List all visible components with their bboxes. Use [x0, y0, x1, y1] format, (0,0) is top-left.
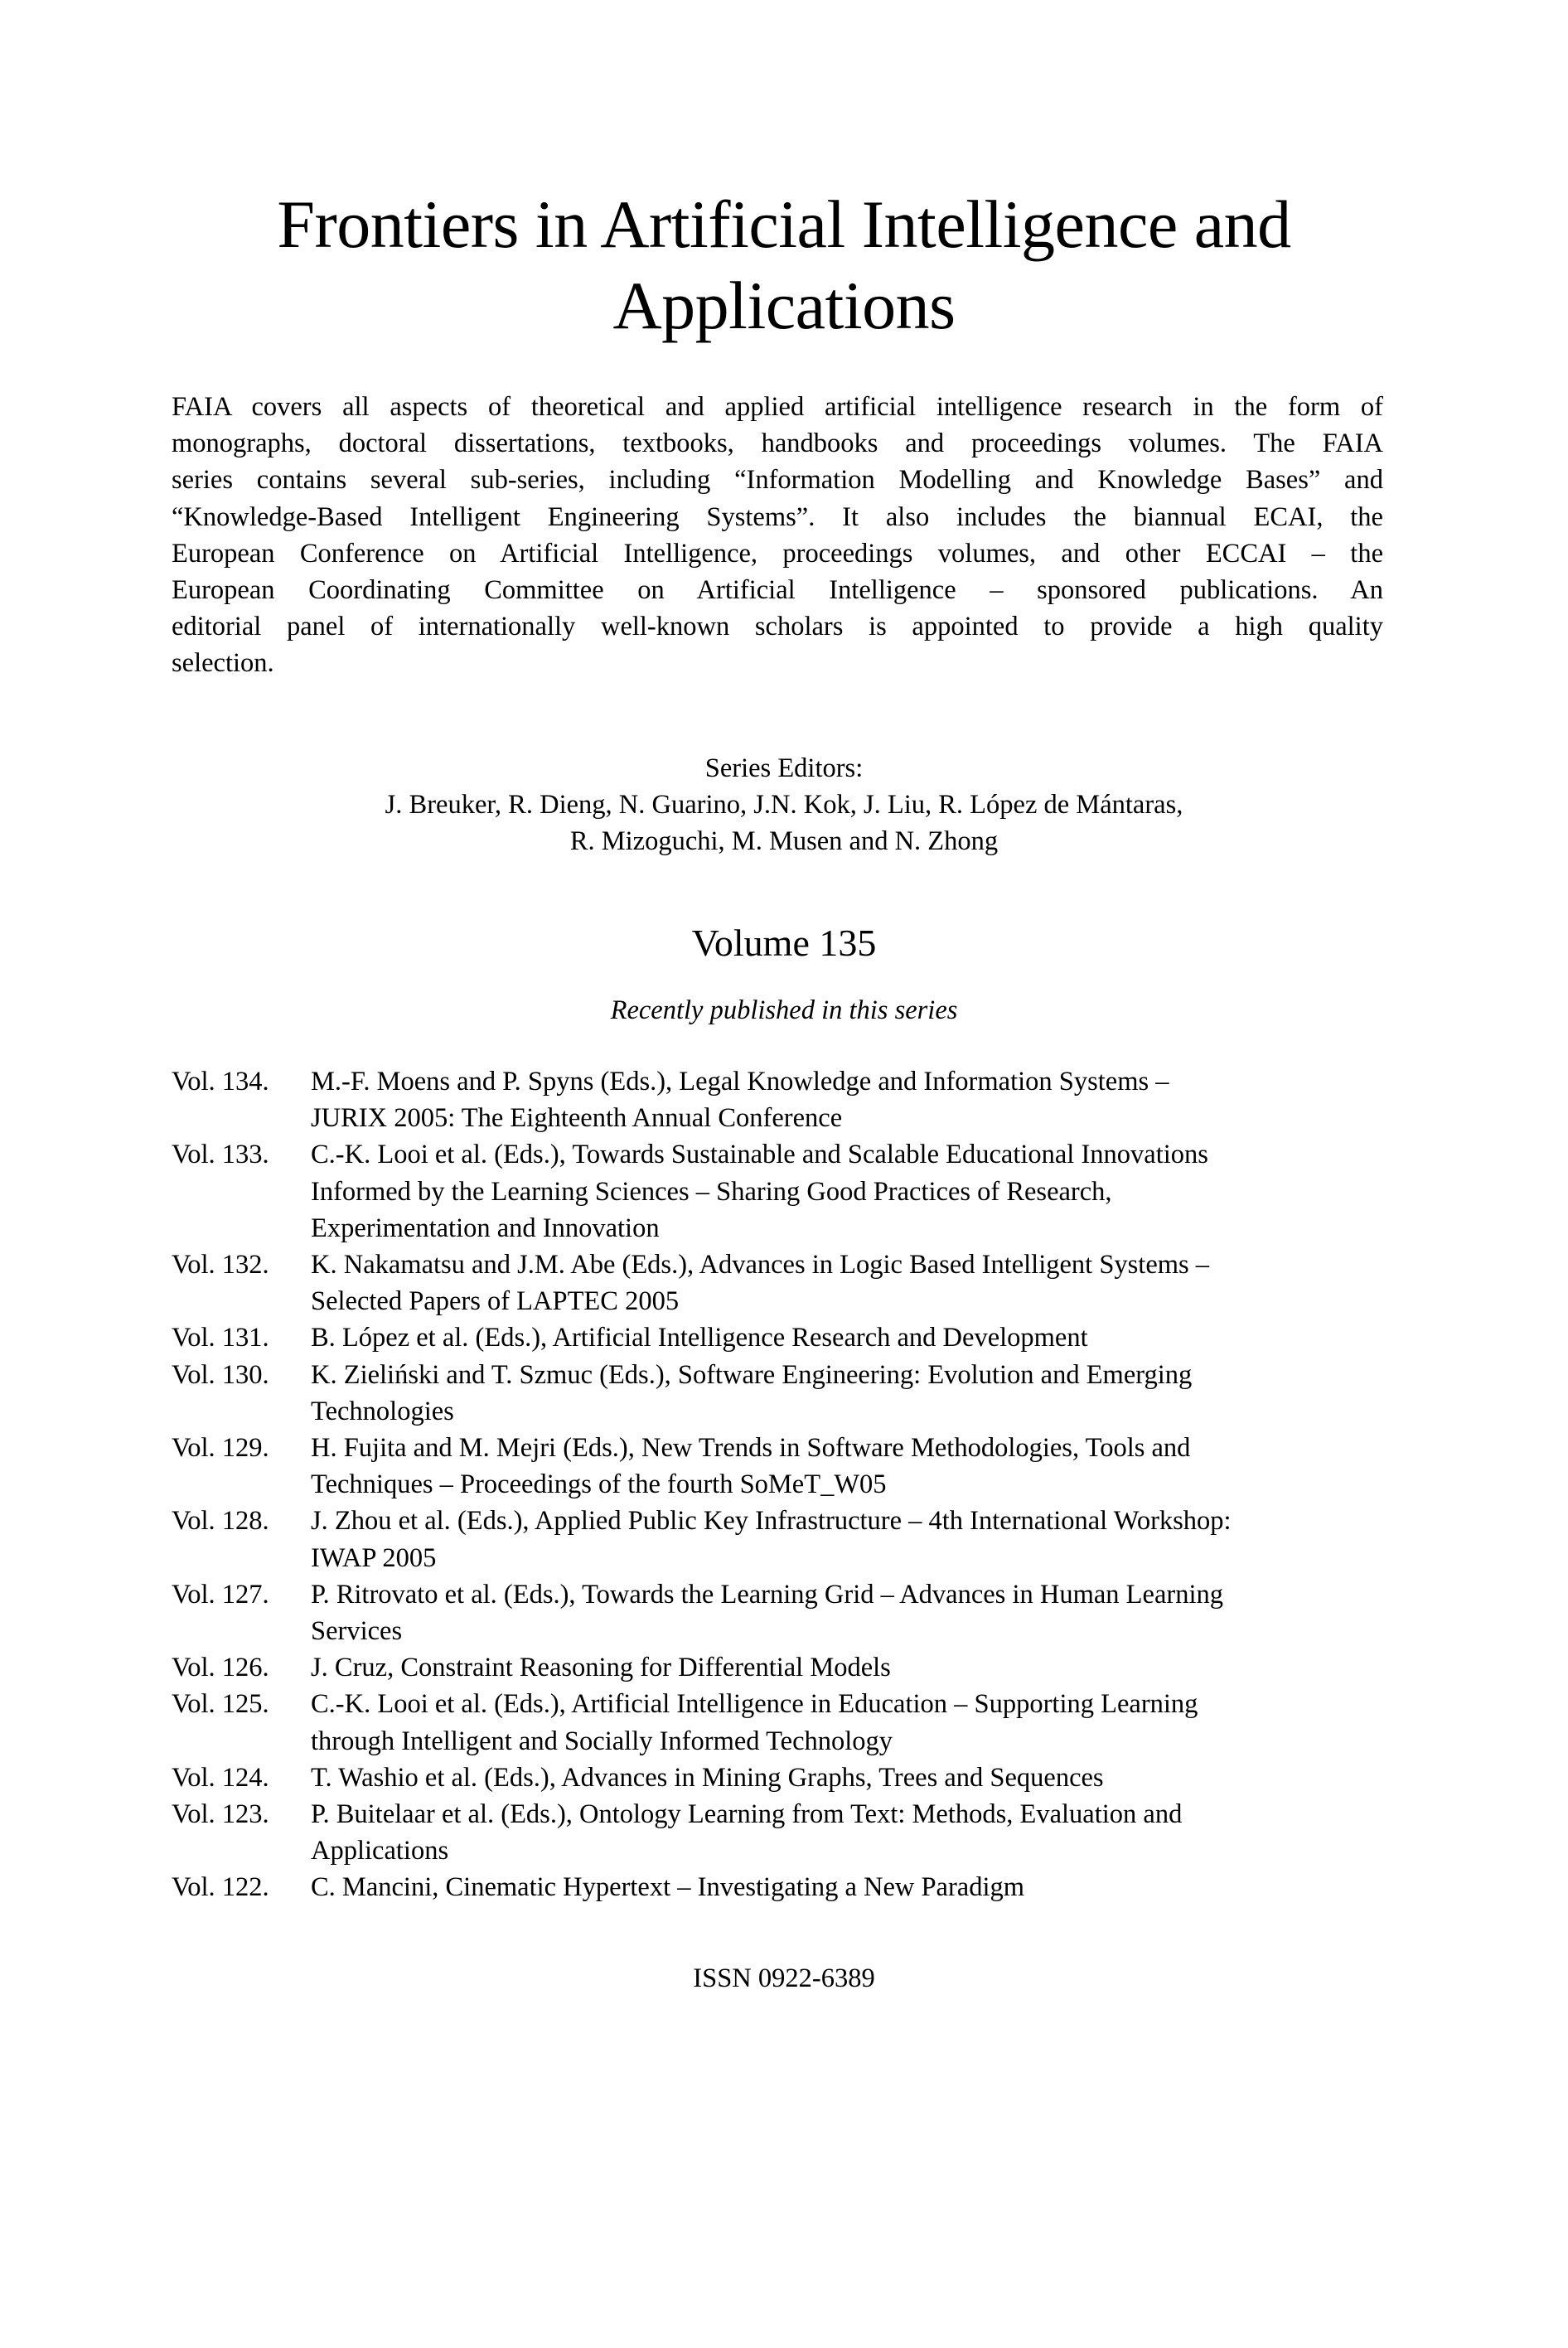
- description-line: selection.: [172, 648, 274, 679]
- volume-list-number: Vol. 128.: [172, 1506, 269, 1537]
- volume-list-entry-line: Selected Papers of LAPTEC 2005: [311, 1286, 680, 1317]
- volume-list-number: Vol. 125.: [172, 1689, 269, 1720]
- volume-list-entry-line: Techniques – Proceedings of the fourth SoMeT_W05: [311, 1469, 887, 1500]
- description-line: European Coordinating Committee on Artificial Intelligence – sponsored publications. An: [172, 575, 1383, 606]
- description-line: European Conference on Artificial Intelligence, proceedings volumes, and other ECCAI – the: [172, 538, 1383, 569]
- volume-list-entry-line: through Intelligent and Socially Informed Technology: [311, 1726, 893, 1756]
- description-line: editorial panel of internationally well-known scholars is appointed to provide a high quality: [172, 612, 1383, 642]
- volume-list-entry-line: C.-K. Looi et al. (Eds.), Artificial Intelligence in Education – Supporting Learning: [311, 1689, 1198, 1720]
- volume-list-entry-line: H. Fujita and M. Mejri (Eds.), New Trends in Software Methodologies, Tools and: [311, 1433, 1191, 1464]
- series-editors-heading: Series Editors:: [704, 753, 864, 783]
- volume-list-item: [172, 1869, 1415, 1905]
- volume-list-number: Vol. 123.: [172, 1799, 269, 1830]
- volume-list-number: Vol. 127.: [172, 1579, 269, 1610]
- volume-list-item: [172, 1649, 1415, 1686]
- description-line: “Knowledge-Based Intelligent Engineering Systems”. It also includes the biannual ECAI, the: [172, 501, 1383, 532]
- description-line: FAIA covers all aspects of theoretical and applied artificial intelligence research in the form of: [172, 392, 1383, 422]
- volume-list-entry-line: Informed by the Learning Sciences – Sharing Good Practices of Research,: [311, 1176, 1112, 1207]
- volume-list-entry: [311, 1760, 1415, 1796]
- volume-list-entry-line: Applications: [311, 1836, 449, 1866]
- volume-list-item: [172, 1686, 1415, 1759]
- volume-list-entry: [311, 1686, 1415, 1759]
- volume-list-item: [172, 1357, 1415, 1430]
- series-title: [0, 184, 1568, 346]
- volume-list-entry-line: Services: [311, 1616, 403, 1647]
- recently-published-heading: Recently published in this series: [610, 995, 958, 1025]
- description-line: series contains several sub-series, including “Information Modelling and Knowledge Bases” and: [172, 465, 1383, 496]
- volume-list-entry-line: K. Nakamatsu and J.M. Abe (Eds.), Advances in Logic Based Intelligent Systems –: [311, 1250, 1210, 1281]
- volume-list-number: Vol. 129.: [172, 1433, 269, 1464]
- volume-number: Volume 135: [691, 922, 877, 964]
- volume-list-entry-line: J. Zhou et al. (Eds.), Applied Public Key Infrastructure – 4th International Workshop:: [311, 1506, 1232, 1537]
- series-editors-line: J. Breuker, R. Dieng, N. Guarino, J.N. Kok, J. Liu, R. López de Mántaras,: [385, 790, 1183, 821]
- volume-list-entry: [311, 1796, 1415, 1869]
- series-description: [172, 389, 1383, 682]
- volume-list-entry-line: P. Ritrovato et al. (Eds.), Towards the Learning Grid – Advances in Human Learning: [311, 1579, 1223, 1610]
- volume-list-entry: [311, 1063, 1415, 1136]
- volume-list-number: Vol. 130.: [172, 1359, 269, 1390]
- volume-list-item: [172, 1063, 1415, 1136]
- volume-list-entry-line: P. Buitelaar et al. (Eds.), Ontology Learning from Text: Methods, Evaluation and: [311, 1799, 1183, 1830]
- volume-list-entry-line: Experimentation and Innovation: [311, 1213, 660, 1243]
- volume-list-number: Vol. 132.: [172, 1250, 269, 1281]
- volume-list-item: [172, 1430, 1415, 1503]
- volume-list-number: Vol. 134.: [172, 1067, 269, 1097]
- volume-list-entry-line: J. Cruz, Constraint Reasoning for Differential Models: [311, 1653, 891, 1683]
- volume-list-item: [172, 1760, 1415, 1796]
- volume-list-number: Vol. 122.: [172, 1872, 269, 1903]
- volume-list-entry-line: T. Washio et al. (Eds.), Advances in Mining Graphs, Trees and Sequences: [311, 1762, 1104, 1793]
- volume-list-entry-line: M.-F. Moens and P. Spyns (Eds.), Legal Knowledge and Information Systems –: [311, 1067, 1169, 1097]
- volume-list: [172, 1063, 1415, 1906]
- volume-list-item: [172, 1247, 1415, 1319]
- volume-list-entry: [311, 1430, 1415, 1503]
- series-editors-line: R. Mizoguchi, M. Musen and N. Zhong: [569, 826, 999, 857]
- volume-list-entry-line: K. Zieliński and T. Szmuc (Eds.), Software Engineering: Evolution and Emerging: [311, 1359, 1193, 1390]
- volume-list-item: [172, 1503, 1415, 1576]
- volume-list-entry: [311, 1649, 1415, 1686]
- volume-list-number: Vol. 131.: [172, 1323, 269, 1353]
- volume-list-entry-line: B. López et al. (Eds.), Artificial Intelligence Research and Development: [311, 1323, 1088, 1353]
- issn: ISSN 0922-6389: [693, 1963, 875, 1993]
- volume-list-entry-line: C.-K. Looi et al. (Eds.), Towards Sustainable and Scalable Educational Innovations: [311, 1140, 1208, 1170]
- volume-list-number: Vol. 126.: [172, 1653, 269, 1683]
- series-title-line: Frontiers in Artificial Intelligence and: [277, 186, 1291, 262]
- volume-list-entry: [311, 1357, 1415, 1430]
- volume-list-entry-line: C. Mancini, Cinematic Hypertext – Investigating a New Paradigm: [311, 1872, 1025, 1903]
- volume-list-entry: [311, 1869, 1415, 1905]
- volume-list-entry-line: IWAP 2005: [311, 1542, 437, 1573]
- volume-list-entry-line: JURIX 2005: The Eighteenth Annual Conference: [311, 1103, 843, 1134]
- volume-list-entry: [311, 1247, 1415, 1319]
- volume-list-number: Vol. 124.: [172, 1762, 269, 1793]
- volume-list-entry: [311, 1319, 1415, 1356]
- volume-list-entry: [311, 1136, 1415, 1247]
- volume-list-entry: [311, 1503, 1415, 1576]
- volume-list-entry: [311, 1576, 1415, 1649]
- volume-list-item: [172, 1796, 1415, 1869]
- volume-list-item: [172, 1576, 1415, 1649]
- volume-list-entry-line: Technologies: [311, 1396, 454, 1426]
- volume-list-number: Vol. 133.: [172, 1140, 269, 1170]
- description-line: monographs, doctoral dissertations, textbooks, handbooks and proceedings volumes. The FAIA: [172, 428, 1383, 459]
- volume-list-item: [172, 1136, 1415, 1247]
- series-title-line: Applications: [612, 268, 956, 343]
- volume-list-item: [172, 1319, 1415, 1356]
- series-editors: [0, 750, 1568, 860]
